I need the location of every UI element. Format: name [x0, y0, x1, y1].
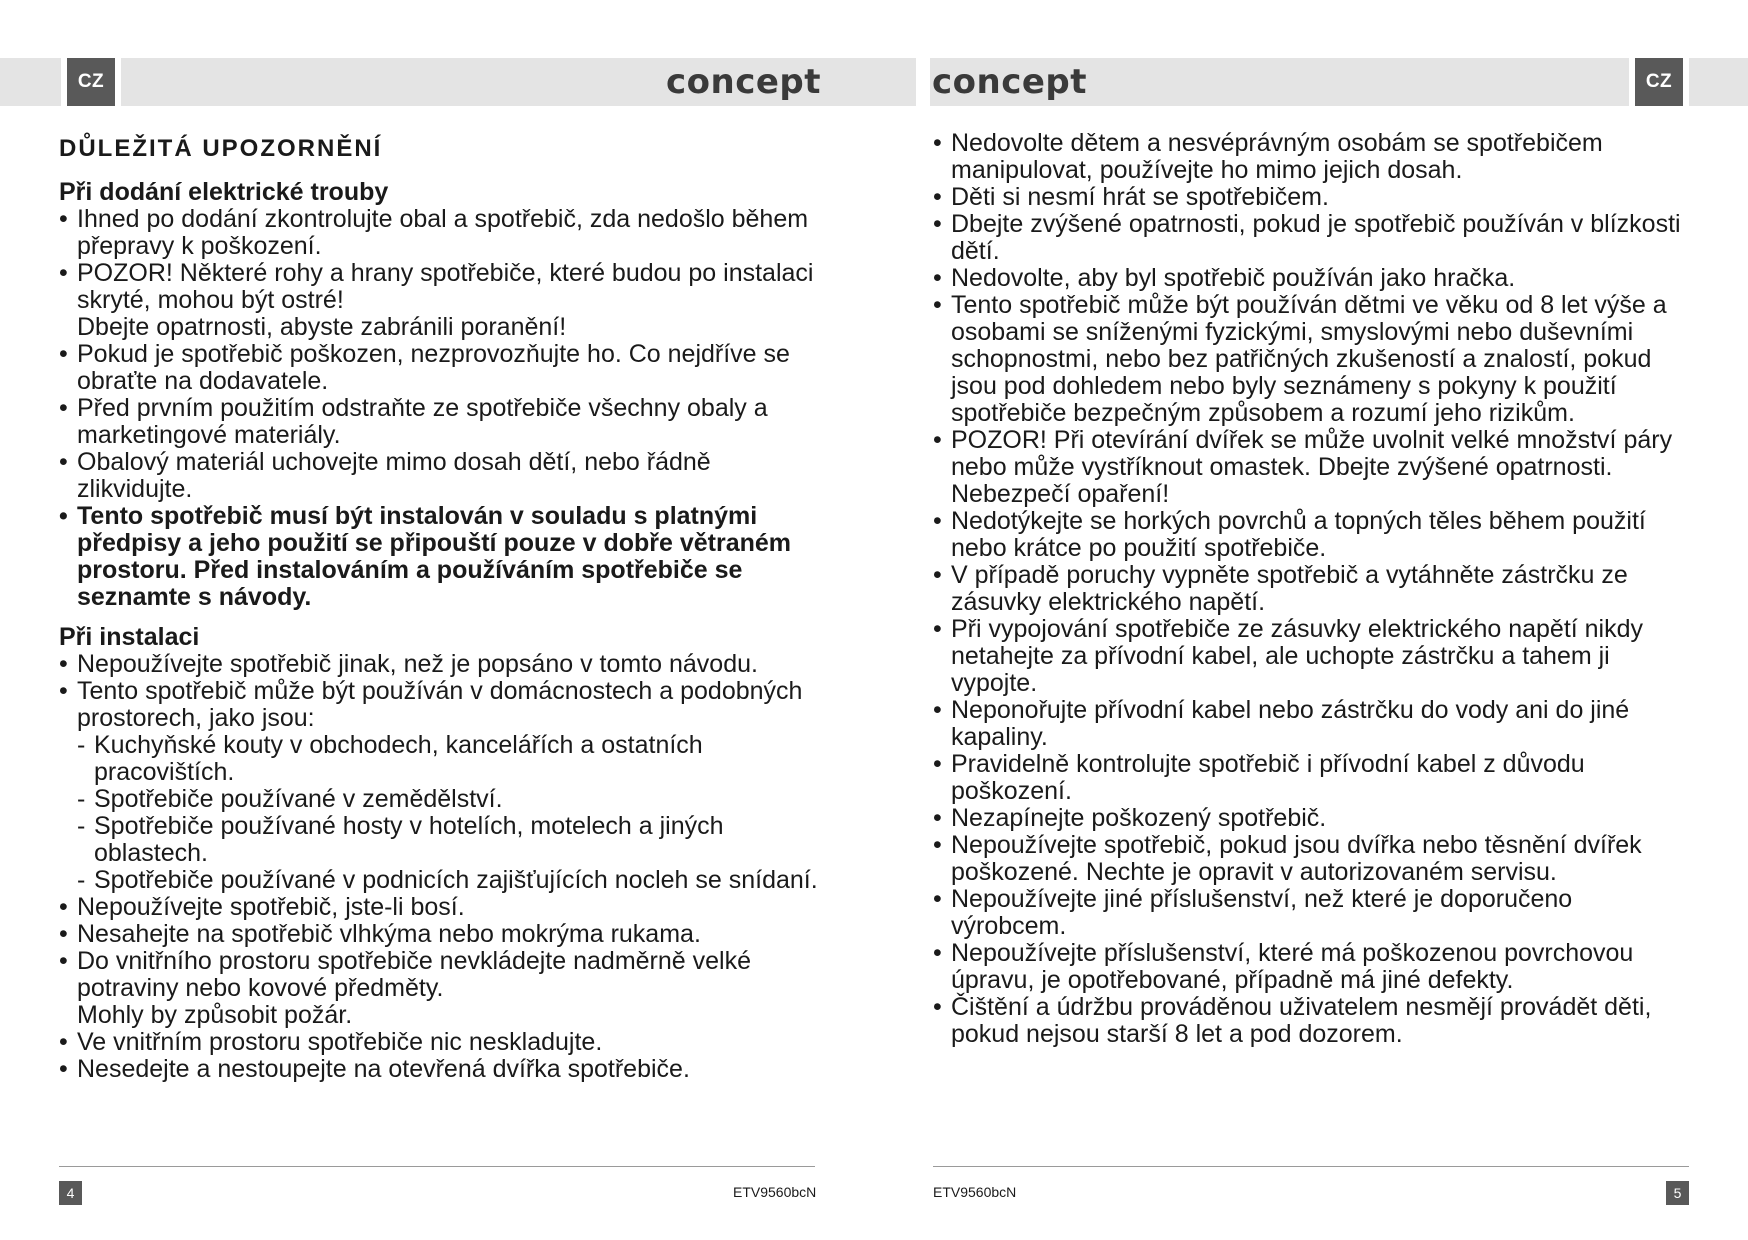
list-item: • Před prvním použitím odstraňte ze spotřebiče všechny obaly a marketingové materiály.	[59, 395, 824, 449]
model-number-left: ETV9560bcN	[733, 1184, 817, 1200]
list-item-continuation: Mohly by způsobit požár.	[77, 1001, 353, 1029]
list-item: • Děti si nesmí hrát se spotřebičem.	[933, 184, 1693, 211]
list-item: • Neponořujte přívodní kabel nebo zástrčku do vody ani do jiné kapaliny.	[933, 697, 1693, 751]
language-badge-right: CZ	[1629, 58, 1689, 106]
list-item: • POZOR! Při otevírání dvířek se může uvolnit velké množství páry nebo může vystříknout omastek. Dbejte zvýšené opatrnosti. Nebezpečí opaření!	[933, 427, 1693, 508]
page-heading: DŮLEŽITÁ UPOZORNĚNÍ	[59, 135, 383, 162]
list-item: • Nezapínejte poškozený spotřebič.	[933, 805, 1693, 832]
installation-list	[59, 651, 824, 1083]
list-item: • Obalový materiál uchovejte mimo dosah dětí, nebo řádně zlikvidujte.	[59, 449, 824, 503]
section-title-installation: Při instalaci	[59, 623, 200, 651]
page-number-right: 5	[1666, 1181, 1689, 1205]
list-item: • Čištění a údržbu prováděnou uživatelem nesmějí provádět děti, pokud nejsou starší 8 let a pod dozorem.	[933, 994, 1693, 1048]
list-item-bold-warning: • Tento spotřebič musí být instalován v souladu s platnými předpisy a jeho použití se připouští pouze v dobře větraném prostoru. Před instalováním a používáním spotřebiče se seznamte s návody.	[59, 503, 824, 611]
sub-list-item: - Spotřebiče používané v podnicích zajišťujících nocleh se snídaní.	[59, 867, 824, 894]
right-page-content	[933, 130, 1693, 1048]
list-item-text: • POZOR! Některé rohy a hrany spotřebiče, které budou po instalaci skryté, mohou být ostré!	[77, 259, 814, 314]
footer-divider-left	[59, 1166, 815, 1167]
sub-list-item: - Kuchyňské kouty v obchodech, kancelářích a ostatních pracovištích.	[59, 732, 824, 786]
list-item: • Pokud je spotřebič poškozen, nezprovozňujte ho. Co nejdříve se obraťte na dodavatele.	[59, 341, 824, 395]
sub-list-item: - Spotřebiče používané v zemědělství.	[59, 786, 824, 813]
footer-divider-right	[933, 1166, 1689, 1167]
left-page-content	[59, 130, 824, 1083]
list-item	[59, 948, 824, 1029]
list-item: • Nesahejte na spotřebič vlhkýma nebo mokrýma rukama.	[59, 921, 824, 948]
list-item: • Ve vnitřním prostoru spotřebiče nic neskladujte.	[59, 1029, 824, 1056]
list-item: • Nepoužívejte spotřebič, pokud jsou dvířka nebo těsnění dvířek poškozené. Nechte je opravit v autorizovaném servisu.	[933, 832, 1693, 886]
list-item-text: • Do vnitřního prostoru spotřebiče nevkládejte nadměrně velké potraviny nebo kovové předměty.	[77, 947, 751, 1002]
list-item-continuation: Dbejte opatrnosti, abyste zabránili poranění!	[77, 313, 567, 341]
list-item: • Tento spotřebič může být používán v domácnostech a podobných prostorech, jako jsou:	[59, 678, 824, 732]
list-item: • Dbejte zvýšené opatrnosti, pokud je spotřebič používán v blízkosti dětí.	[933, 211, 1693, 265]
brand-logo-left: concept	[666, 62, 822, 102]
brand-logo-right: concept	[932, 62, 1088, 102]
language-badge-left: CZ	[61, 58, 121, 106]
section-title-delivery: Při dodání elektrické trouby	[59, 178, 389, 206]
list-item: • Nepoužívejte spotřebič jinak, než je popsáno v tomto návodu.	[59, 651, 824, 678]
sub-list-item: - Spotřebiče používané hosty v hotelích, motelech a jiných oblastech.	[59, 813, 824, 867]
list-item: • Nepoužívejte příslušenství, které má poškozenou povrchovou úpravu, je opotřebované, případně má jiné defekty.	[933, 940, 1693, 994]
list-item: • Nedovolte, aby byl spotřebič používán jako hračka.	[933, 265, 1693, 292]
list-item: • Nedovolte dětem a nesvéprávným osobám se spotřebičem manipulovat, používejte ho mimo jejich dosah.	[933, 130, 1693, 184]
list-item: • V případě poruchy vypněte spotřebič a vytáhněte zástrčku ze zásuvky elektrického napětí.	[933, 562, 1693, 616]
list-item: • Pravidelně kontrolujte spotřebič i přívodní kabel z důvodu poškození.	[933, 751, 1693, 805]
page-number-left: 4	[59, 1181, 82, 1205]
model-number-right: ETV9560bcN	[933, 1184, 1017, 1200]
list-item: • Nepoužívejte spotřebič, jste-li bosí.	[59, 894, 824, 921]
list-item: • Tento spotřebič může být používán dětmi ve věku od 8 let výše a osobami se sníženými fyzickými, smyslovými nebo duševními schopnostmi, nebo bez patřičných zkušeností a znalostí, pokud jsou pod dohledem nebo byly seznámeny s pokyny k použití spotřebiče bezpečným způsobem a rozumí jeho rizikům.	[933, 292, 1693, 427]
list-item: • Nedotýkejte se horkých povrchů a topných těles během použití nebo krátce po použití spotřebiče.	[933, 508, 1693, 562]
list-item: • Při vypojování spotřebiče ze zásuvky elektrického napětí nikdy netahejte za přívodní kabel, ale uchopte zástrčku a tahem ji vypojte.	[933, 616, 1693, 697]
list-item: • Nesedejte a nestoupejte na otevřená dvířka spotřebiče.	[59, 1056, 824, 1083]
list-item: • Ihned po dodání zkontrolujte obal a spotřebič, zda nedošlo během přepravy k poškození.	[59, 206, 824, 260]
list-item	[59, 260, 824, 341]
safety-list	[933, 130, 1693, 1048]
delivery-list	[59, 206, 824, 611]
list-item: • Nepoužívejte jiné příslušenství, než které je doporučeno výrobcem.	[933, 886, 1693, 940]
